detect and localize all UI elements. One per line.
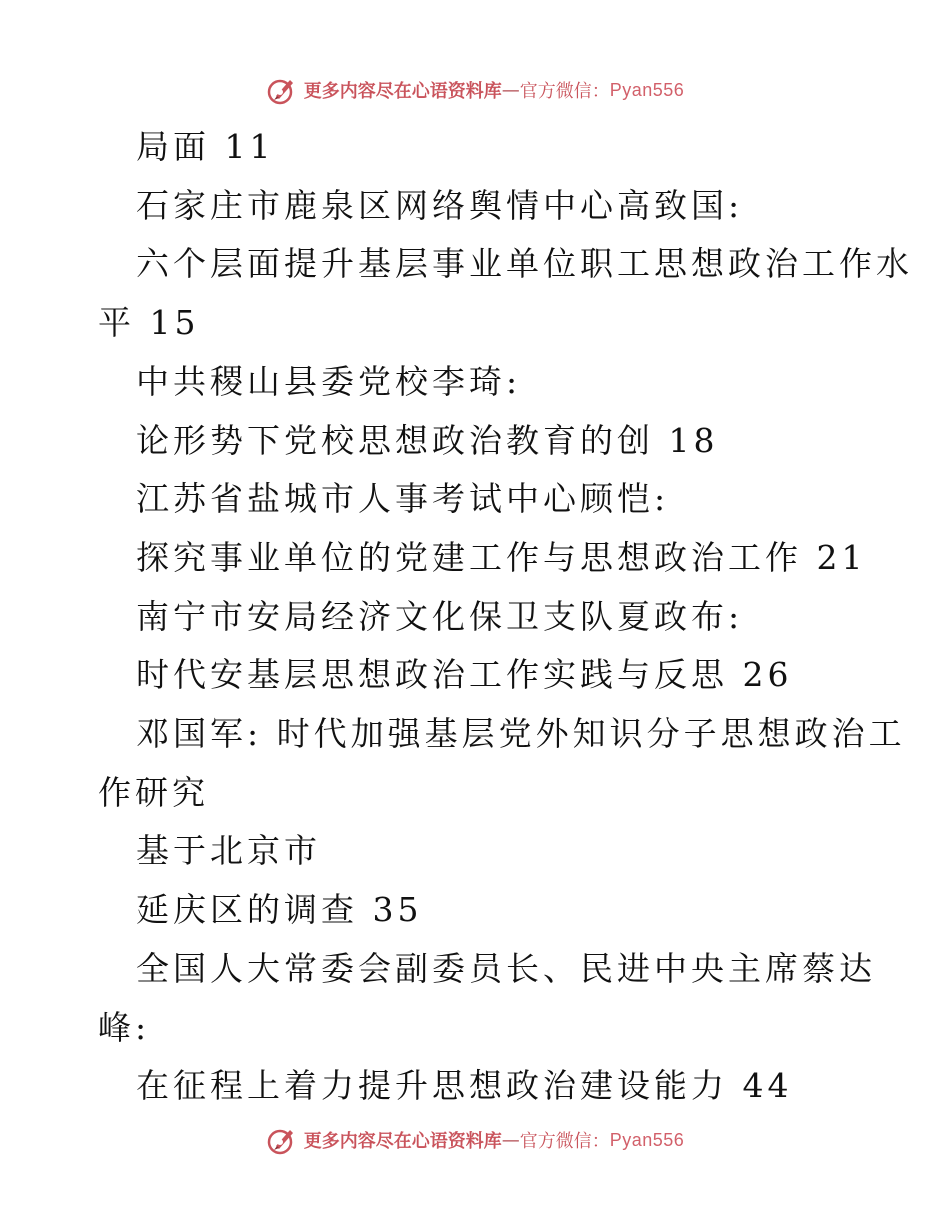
quill-logo-icon [266,74,298,106]
toc-line: 峰: [98,1007,151,1047]
toc-line: 六个层面提升基层事业单位职工思想政治工作水 [136,244,913,284]
toc-line: 时代安基层思想政治工作实践与反思 26 [136,655,793,695]
toc-line: 全国人大常委会副委员长、民进中央主席蔡达 [136,948,876,988]
toc-line: 中共稷山县委党校李琦: [136,361,522,401]
header-watermark [0,70,950,110]
toc-line: 局面 11 [136,127,275,166]
toc-line: 延庆区的调查 35 [136,890,423,930]
toc-line: 南宁市安局经济文化保卫支队夏政布: [136,596,744,636]
toc-line: 石家庄市鹿泉区网络舆情中心高致国: [136,185,744,225]
watermark-main-text: 更多内容尽在心语资料库 [303,1131,502,1152]
toc-line: 江苏省盐城市人事考试中心顾恺: [136,479,670,519]
watermark-wechat-label: 官方微信： [519,81,610,102]
toc-line: 平 15 [98,303,200,343]
footer-watermark [0,1120,950,1160]
toc-line: 论形势下党校思想政治教育的创 18 [136,420,719,460]
watermark-main-text: 更多内容尽在心语资料库 [303,81,502,102]
toc-line: 基于北京市 [136,831,321,871]
watermark-wechat-id: Pyan556 [609,79,685,100]
watermark-separator: — [501,79,520,101]
toc-line: 探究事业单位的党建工作与思想政治工作 21 [136,537,867,577]
watermark-wechat-label: 官方微信： [519,1131,610,1152]
quill-logo-icon [266,1124,298,1156]
toc-line: 邓国军: 时代加强基层党外知识分子思想政治工 [136,714,906,754]
toc-content [98,118,913,1116]
watermark-separator: — [501,1129,520,1151]
watermark-wechat-id: Pyan556 [609,1129,685,1150]
toc-line: 在征程上着力提升思想政治建设能力 44 [136,1066,793,1106]
toc-line: 作研究 [98,772,209,812]
